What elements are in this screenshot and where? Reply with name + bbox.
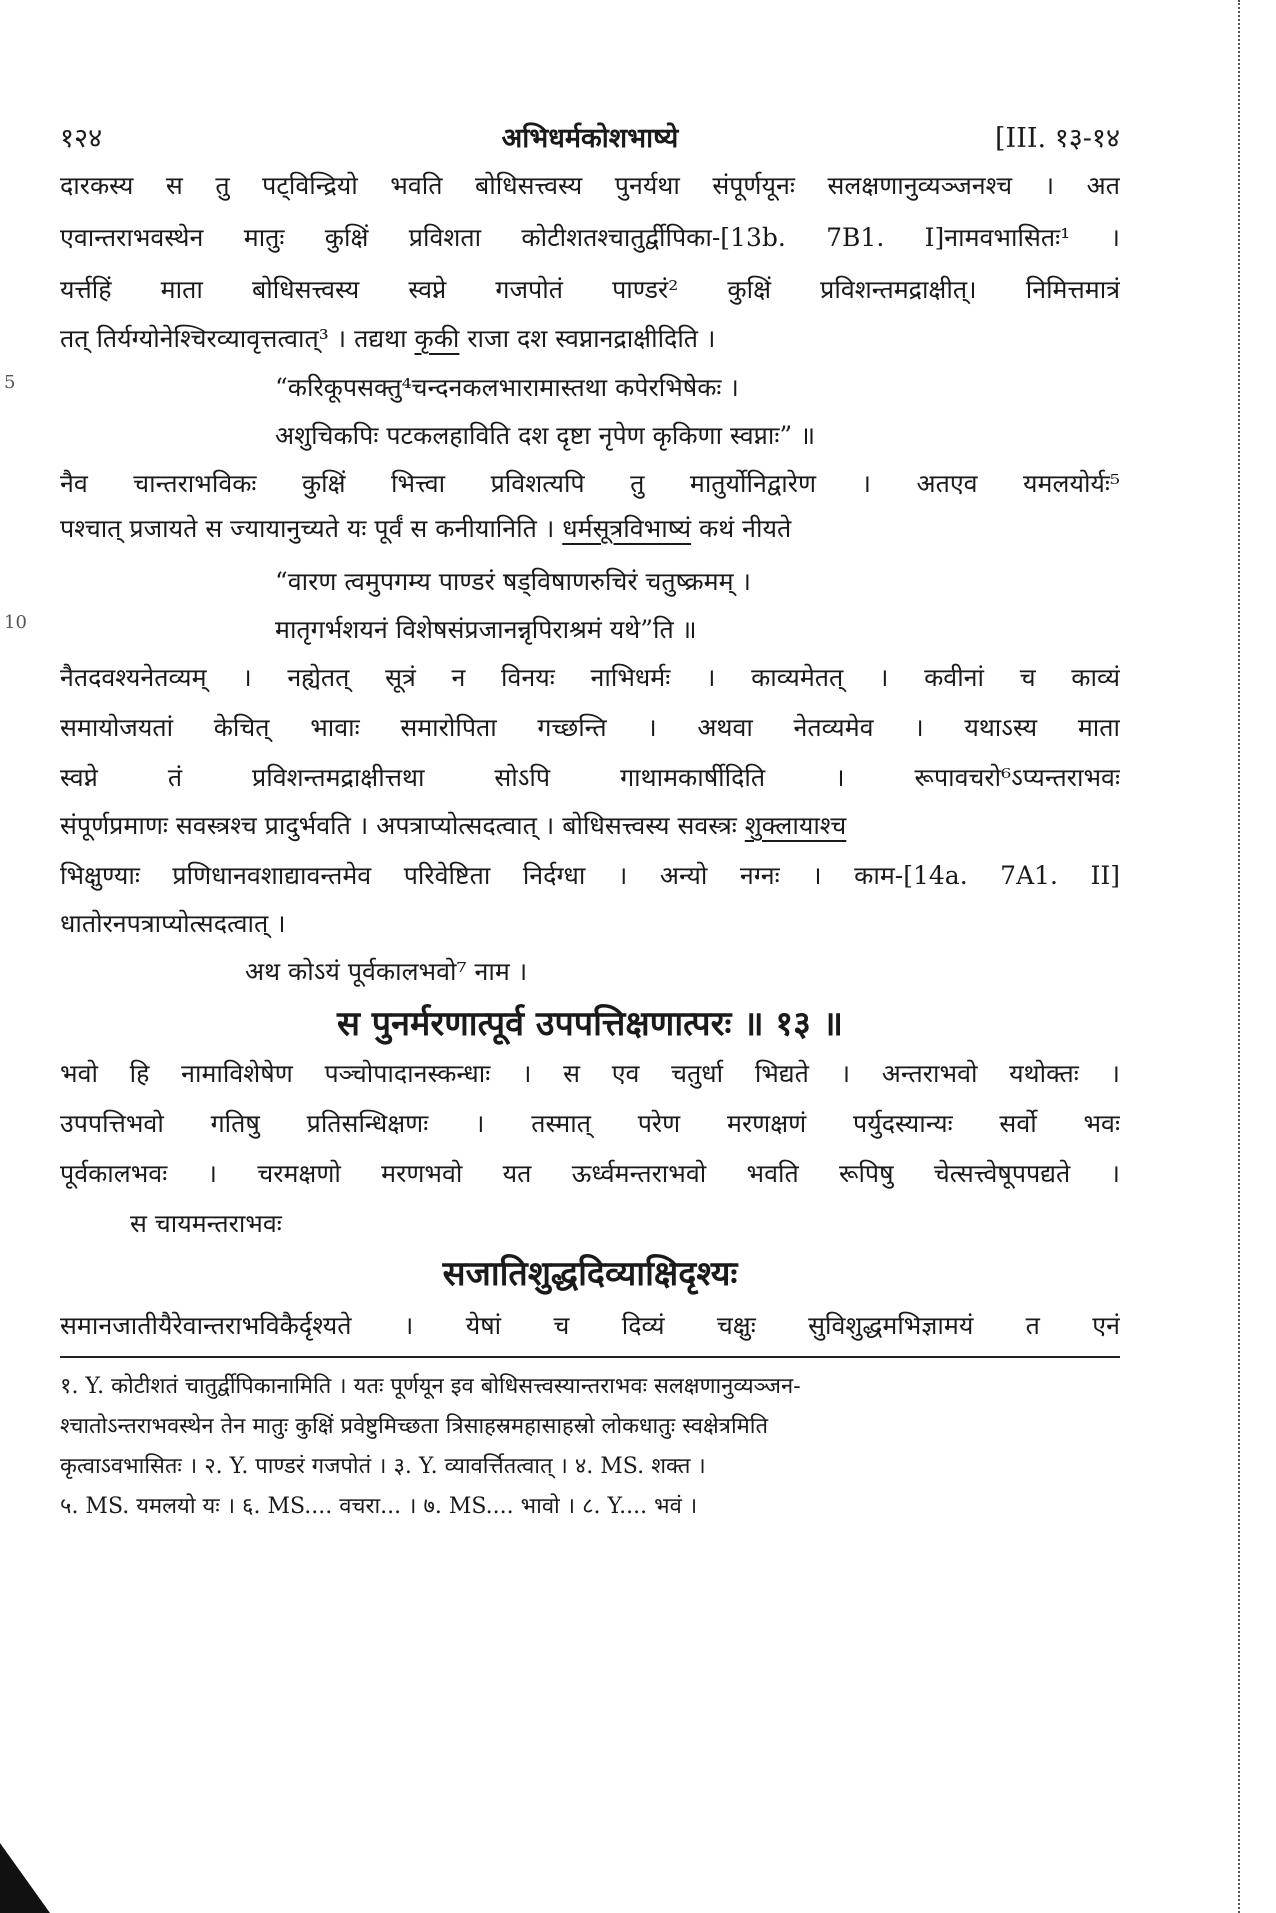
karika-14: सजातिशुद्धदिव्याक्षिदृश्यः bbox=[442, 1254, 738, 1294]
running-header bbox=[60, 118, 1120, 158]
text-line: एवान्तराभवस्थेन मातुः कुक्षिं प्रविशता कोटीशतश्चातुर्द्वीपिका-[13b. 7B1. I]नामवभासितः¹ । bbox=[60, 223, 1120, 252]
section-reference: [III. १३-१४ bbox=[995, 123, 1120, 154]
running-title: अभिधर्मकोशभाष्ये bbox=[501, 123, 679, 154]
text-fragment: पश्चात् प्रजायते स ज्यायानुच्यते यः पूर्वं स कनीयानिति । bbox=[60, 514, 563, 543]
text-line: उपपत्तिभवो गतिषु प्रतिसन्धिक्षणः । तस्मात् परेण मरणक्षणं पर्युदस्यान्यः सर्वो भवः bbox=[60, 1109, 1120, 1138]
text-line: भवो हि नामाविशेषेण पञ्चोपादानस्कन्धाः । स एव चतुर्धा भिद्यते । अन्तराभवो यथोक्तः । bbox=[60, 1059, 1120, 1088]
text-fragment: संपूर्णप्रमाणः सवस्त्रश्च प्रादुर्भवति । अपत्राप्योत्सदत्वात् । बोधिसत्त्वस्य सवस्त्रः bbox=[60, 811, 745, 840]
text-line: दारकस्य स तु पट्विन्द्रियो भवति बोधिसत्त्वस्य पुनर्यथा संपूर्णयूनः सलक्षणानुव्यञ्जनश्च । अत bbox=[60, 171, 1120, 200]
text-line: नैव चान्तराभविकः कुक्षिं भित्त्वा प्रविशत्यपि तु मातुर्योनिद्वारेण । अतएव यमलयोर्यः⁵ bbox=[60, 469, 1120, 498]
line-number-10: 10 bbox=[4, 612, 27, 633]
text-line: नैतदवश्यनेतव्यम् । नह्येतत् सूत्रं न विनयः नाभिधर्मः । काव्यमेतत् । कवीनां च काव्यं bbox=[60, 663, 1120, 692]
text-line: यर्त्तहिं माता बोधिसत्त्वस्य स्वप्ने गजपोतं पाण्डरं² कुक्षिं प्रविशन्तमद्राक्षीत्। निमित्तमात्रं bbox=[60, 275, 1120, 304]
footnote-line: श्चातोऽन्तराभवस्थेन तेन मातुः कुक्षिं प्रवेष्टुमिच्छता त्रिसाहस्रमहासाहस्रो लोकधातुः स्वक्षेत्रमिति bbox=[60, 1414, 769, 1439]
text-line: समानजातीयैरेवान्तराभविकैर्दृश्यते । येषां च दिव्यं चक्षुः सुविशुद्धमभिज्ञामयं त एनं bbox=[60, 1311, 1120, 1340]
footnote-rule bbox=[60, 1356, 1120, 1358]
text-line: स्वप्ने तं प्रविशन्तमद्राक्षीत्तथा सोऽपि गाथामकार्षीदिति । रूपावचरो⁶ऽप्यन्तराभवः bbox=[60, 763, 1120, 792]
text-fragment: कथं नीयते bbox=[691, 514, 792, 543]
verse-line: अशुचिकपिः पटकलहाविति दश दृष्टा नृपेण कृकिणा स्वप्नाः” ॥ bbox=[275, 421, 816, 450]
text-fragment: राजा दश स्वप्नानद्राक्षीदिति । bbox=[459, 324, 716, 353]
underlined-word: शुक्लायाश्च bbox=[744, 811, 847, 840]
text-line: पूर्वकालभवः । चरमक्षणो मरणभवो यत ऊर्ध्वमन्तराभवो भवति रूपिषु चेत्सत्त्वेषूपपद्यते । bbox=[60, 1159, 1120, 1188]
text-line bbox=[60, 513, 1120, 545]
text-fragment: तत् तिर्यग्योनेश्चिरव्यावृत्तत्वात्³ । तद्यथा bbox=[60, 324, 415, 353]
underlined-title: धर्मसूत्रविभाष्यं bbox=[562, 514, 692, 543]
text-line bbox=[60, 810, 1120, 842]
text-line bbox=[60, 323, 1120, 355]
karika-13: स पुनर्मरणात्पूर्व उपपत्तिक्षणात्परः ॥ १३ ॥ bbox=[336, 1004, 843, 1044]
text-line: धातोरनपत्राप्योत्सदत्वात् । bbox=[60, 909, 286, 938]
scan-margin-artifact bbox=[1238, 0, 1270, 1913]
page-number: १२४ bbox=[60, 123, 103, 154]
text-line: स चायमन्तराभवः bbox=[130, 1209, 282, 1238]
text-line: अथ कोऽयं पूर्वकालभवो⁷ नाम । bbox=[245, 957, 528, 986]
text-line: भिक्षुण्याः प्रणिधानवशाद्यावन्तमेव परिवेष्टिता निर्दग्धा । अन्यो नग्नः । काम-[14a. 7A1. II] bbox=[60, 861, 1120, 890]
verse-line: “करिकूपसक्तु⁴चन्दनकलभारामास्तथा कपेरभिषेकः । bbox=[275, 373, 739, 402]
text-line: समायोजयतां केचित् भावाः समारोपिता गच्छन्ति । अथवा नेतव्यमेव । यथाऽस्य माता bbox=[60, 713, 1120, 742]
underlined-name: कृकी bbox=[414, 324, 460, 353]
footnote-line: ५. MS. यमलयो यः । ६. MS.... वचरा... । ७. MS.... भावो । ८. Y.... भवं । bbox=[60, 1494, 698, 1519]
line-number-5: 5 bbox=[4, 372, 16, 393]
verse-line: “वारण त्वमुपगम्य पाण्डरं षड्विषाणरुचिरं चतुष्क्रमम् । bbox=[275, 567, 751, 596]
verse-line: मातृगर्भशयनं विशेषसंप्रजानन्नृपिराश्रमं यथे”ति ॥ bbox=[275, 615, 697, 644]
footnote-line: १. Y. कोटीशतं चातुर्द्वीपिकानामिति । यतः पूर्णयून इव बोधिसत्त्वस्यान्तराभवः सलक्षणानुव्यञ्जन- bbox=[60, 1374, 801, 1399]
scan-corner-shadow bbox=[0, 1843, 50, 1913]
footnote-line: कृत्वाऽवभासितः । २. Y. पाण्डरं गजपोतं । ३. Y. व्यावर्त्तितत्वात् । ४. MS. शक्त । bbox=[60, 1454, 706, 1479]
